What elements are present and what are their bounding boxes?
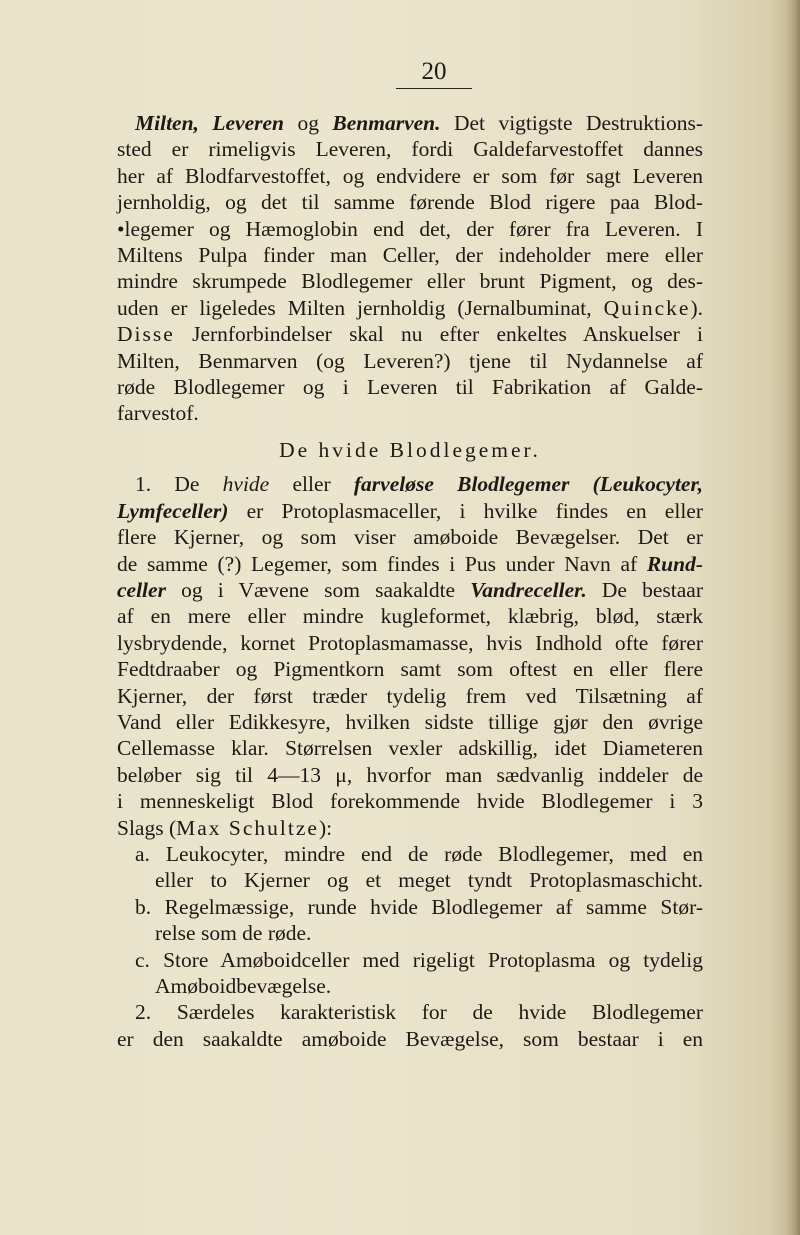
author-quincke: Quincke [603, 295, 691, 320]
p1-line-10: Milten, Benmarven (og Leveren?) tjene til Nydannelse af [117, 348, 703, 373]
p1-line-12: farvestof. [117, 401, 199, 426]
p1-line-8: uden er ligeledes Milten jernholdig (Jernalbuminat, Quincke). [117, 295, 704, 320]
list-item-b-line-1: b. Regelmæssige, runde hvide Blodlegemer af samme Stør- [135, 894, 703, 919]
p2-line-13: i menneskeligt Blod forekommende hvide Blodlegemer i 3 [117, 789, 703, 814]
page-number [396, 58, 472, 86]
p2-line-3: flere Kjerner, og som viser amøboide Bevægelser. Det er [117, 525, 703, 550]
p1-line-11: røde Blodlegemer og i Leveren til Fabrikation af Galde- [117, 375, 703, 400]
section-heading: De hvide Blodlegemer. [279, 437, 541, 462]
p3-line-1: 2. Særdeles karakteristisk for de hvide Blodlegemer [135, 1000, 703, 1025]
page-number-text: 20 [421, 58, 447, 85]
p2-line-6: af en mere eller mindre kugleformet, klæbrig, blød, stærk [117, 604, 703, 629]
page-number-rule [396, 88, 472, 89]
page-edge-shadow [786, 0, 800, 1235]
p1-line-1: Milten, Leveren og Benmarven. Det vigtigste Destruktions- [135, 111, 704, 135]
author-max-schultze: Max Schultze [176, 815, 319, 840]
p2-line-9: Kjerner, der først træder tydelig frem ved Tilsætning af [117, 683, 703, 708]
p2-line-8: Fedtdraaber og Pigmentkorn samt som oftest en eller flere [117, 657, 703, 682]
p2-line-12: beløber sig til 4—13 μ, hvorfor man sædvanlig inddeler de [117, 762, 703, 787]
list-item-c-line-2: Amøboidbevægelse. [155, 974, 332, 998]
p1-line-9: Disse Jernforbindelser skal nu efter enkeltes Anskuelser i [117, 322, 703, 347]
p2-line-10: Vand eller Edikkesyre, hvilken sidste tillige gjør den øvrige [117, 709, 703, 734]
p2-line-11: Cellemasse klar. Størrelsen vexler adskillig, idet Diameteren [117, 736, 703, 761]
body-text [117, 110, 703, 1052]
p1-line-3: her af Blodfarvestoffet, og endvidere er som før sagt Leveren [117, 163, 703, 188]
p1-line-2: sted er rimeligvis Leveren, fordi Galdefarvestoffet dannes [117, 137, 703, 162]
p1-line-4: jernholdig, og det til samme førende Blod rigere paa Blod- [117, 190, 703, 215]
p2-line-2: Lymfeceller) er Protoplasmaceller, i hvilke findes en eller [117, 498, 703, 523]
p2-line-4: de samme (?) Legemer, som findes i Pus under Navn af Rund- [117, 551, 703, 576]
p2-line-5: celler og i Vævene som saakaldte Vandreceller. De bestaar [117, 577, 703, 602]
p2-line-14: Slags (Max Schultze): [117, 815, 333, 840]
list-item-b-line-2: relse som de røde. [155, 921, 312, 946]
p1-line-6: Miltens Pulpa finder man Celler, der indeholder mere eller [117, 243, 703, 268]
list-item-a-line-2: eller to Kjerner og et meget tyndt Protoplasmaschicht. [155, 868, 703, 893]
list-item-c-line-1: c. Store Amøboidceller med rigeligt Protoplasma og tydelig [135, 947, 703, 972]
p2-line-1: 1. De hvide eller farveløse Blodlegemer (Leukocyter, [135, 472, 704, 497]
p1-line-7: mindre skrumpede Blodlegemer eller brunt Pigment, og des- [117, 269, 703, 294]
p3-line-2: er den saakaldte amøboide Bevægelse, som bestaar i en [117, 1026, 703, 1051]
p1-line-5: •legemer og Hæmoglobin end det, der fører fra Leveren. I [117, 216, 703, 241]
p2-line-7: lysbrydende, kornet Protoplasmamasse, hvis Indhold ofte fører [117, 630, 703, 655]
list-item-a-line-1: a. Leukocyter, mindre end de røde Blodlegemer, med en [135, 841, 703, 866]
